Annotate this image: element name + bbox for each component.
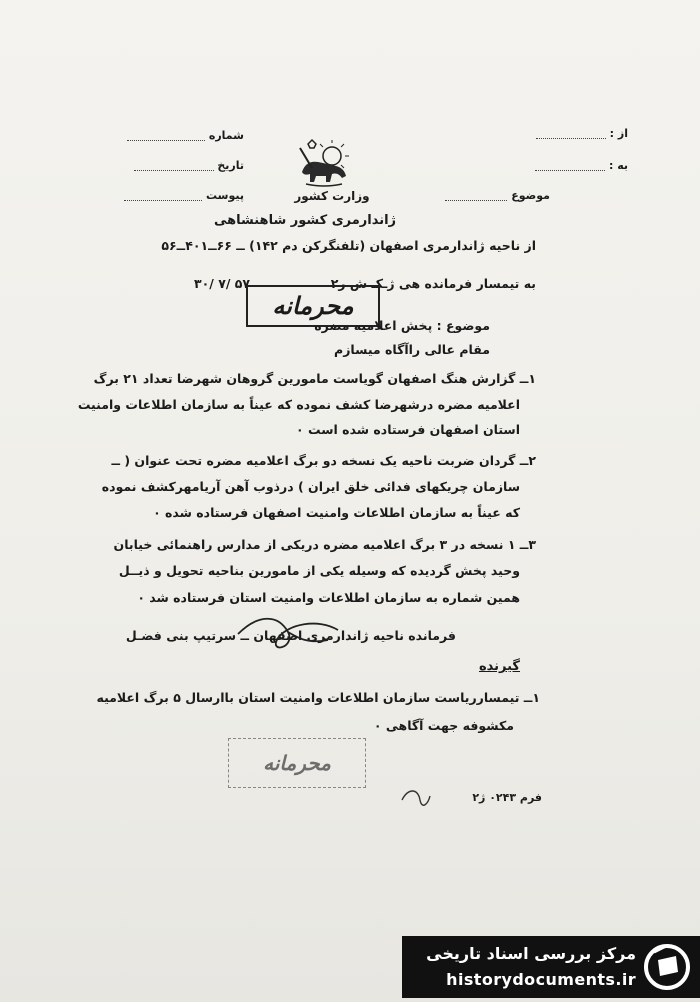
form-code: فرم ۰۲۴۳ ژ۲ <box>472 791 542 804</box>
recipient-line: ۱ــ تیمسارریاست سازمان اطلاعات وامنیت استان باارسال ۵ برگ اعلامیه <box>96 690 540 705</box>
paragraph-line: وحید پخش گردیده که وسیله یکی از مامورین بناحیه تحویل و ذیــل <box>118 563 520 578</box>
archive-logo-icon <box>644 942 690 992</box>
paragraph-line: همین شماره به سازمان اطلاعات وامنیت استان فرستاده شد ۰ <box>137 590 520 605</box>
from-dots <box>536 128 606 139</box>
number-dots <box>127 130 205 141</box>
confidential-stamp-text: محرمانه <box>272 291 354 320</box>
attachment-field <box>122 190 244 201</box>
archive-footer <box>402 936 700 998</box>
paragraph-line: سازمان چریکهای فدائی خلق ایران ) درذوب آهن آریامهرکشف نموده <box>101 479 520 494</box>
salutation: مقام عالی راآگاه میسازم <box>334 342 490 357</box>
attachment-dots <box>124 190 202 201</box>
paragraph-line: اعلامیه مضره درشهرضا کشف نموده که عیناً به سازمان اطلاعات وامنیت <box>77 397 520 412</box>
from-label: از : <box>609 127 628 140</box>
lion-and-sun-emblem-icon <box>292 138 356 188</box>
paragraph-line: ۱ــ گزارش هنگ اصفهان گویاست مامورین گروهان شهرضا تعداد ۲۱ برگ <box>93 371 536 386</box>
recipient-line: مکشوفه جهت آگاهی ۰ <box>373 718 514 733</box>
number-label: شماره <box>208 129 244 142</box>
paragraph-line: استان اصفهان فرستاده شده است ۰ <box>296 422 520 437</box>
gendarmerie-title: ژاندارمری کشور شاهنشاهی <box>213 213 397 228</box>
addressee-line: به تیمسار فرمانده هی ژـکـ ش ر۲ <box>330 276 536 291</box>
recipients-heading: گیرنده <box>478 659 520 674</box>
reference-date: ۳۰/ ۷/ ۵۷ <box>194 276 250 291</box>
confidential-stamp-lower <box>228 738 366 788</box>
subject-line: موضوع : پخش اعلامیه مضره <box>314 318 490 333</box>
handwritten-signature <box>228 604 348 664</box>
to-dots <box>535 160 605 171</box>
subject-label: موضوع <box>511 189 550 202</box>
signature-line: فرمانده ناحیه ژاندارمری اصفهان ــ سرتیپ بنی فضـل <box>125 628 456 643</box>
paragraph-line: ۲ــ گردان ضربت ناحیه یک نسخه دو برگ اعلامیه مضره تحت عنوان ( ــ <box>111 453 536 468</box>
subject-field <box>430 190 550 201</box>
from-field <box>508 128 628 139</box>
attachment-label: پیوست <box>206 189 244 202</box>
subject-dots <box>445 190 507 201</box>
ministry-title: وزارت کشور <box>294 189 370 203</box>
from-office-line: از ناحیه ژاندارمری اصفهان (تلفنگرکن دم ۱۴۲) ــ ۶۶ــ۴۰۱ــ۵۶ <box>161 238 536 253</box>
to-label: به : <box>608 159 628 172</box>
paragraph-line: ۳ــ ۱ نسخه در ۳ برگ اعلامیه مضره دریکی از مدارس راهنمائی خیابان <box>113 537 536 552</box>
initials-scribble <box>398 784 434 812</box>
confidential-stamp-lower-text: محرمانه <box>263 751 331 775</box>
to-field <box>508 160 628 171</box>
date-field <box>122 160 244 171</box>
number-field <box>122 130 244 141</box>
archive-footer-url: historydocuments.ir <box>446 970 636 989</box>
date-dots <box>134 160 214 171</box>
paragraph-line: که عیناً به سازمان اطلاعات وامنیت اصفهان فرستاده شده ۰ <box>153 505 520 520</box>
archive-footer-title: مرکز بررسی اسناد تاریخی <box>426 944 636 963</box>
date-label: تاریخ <box>217 159 244 172</box>
